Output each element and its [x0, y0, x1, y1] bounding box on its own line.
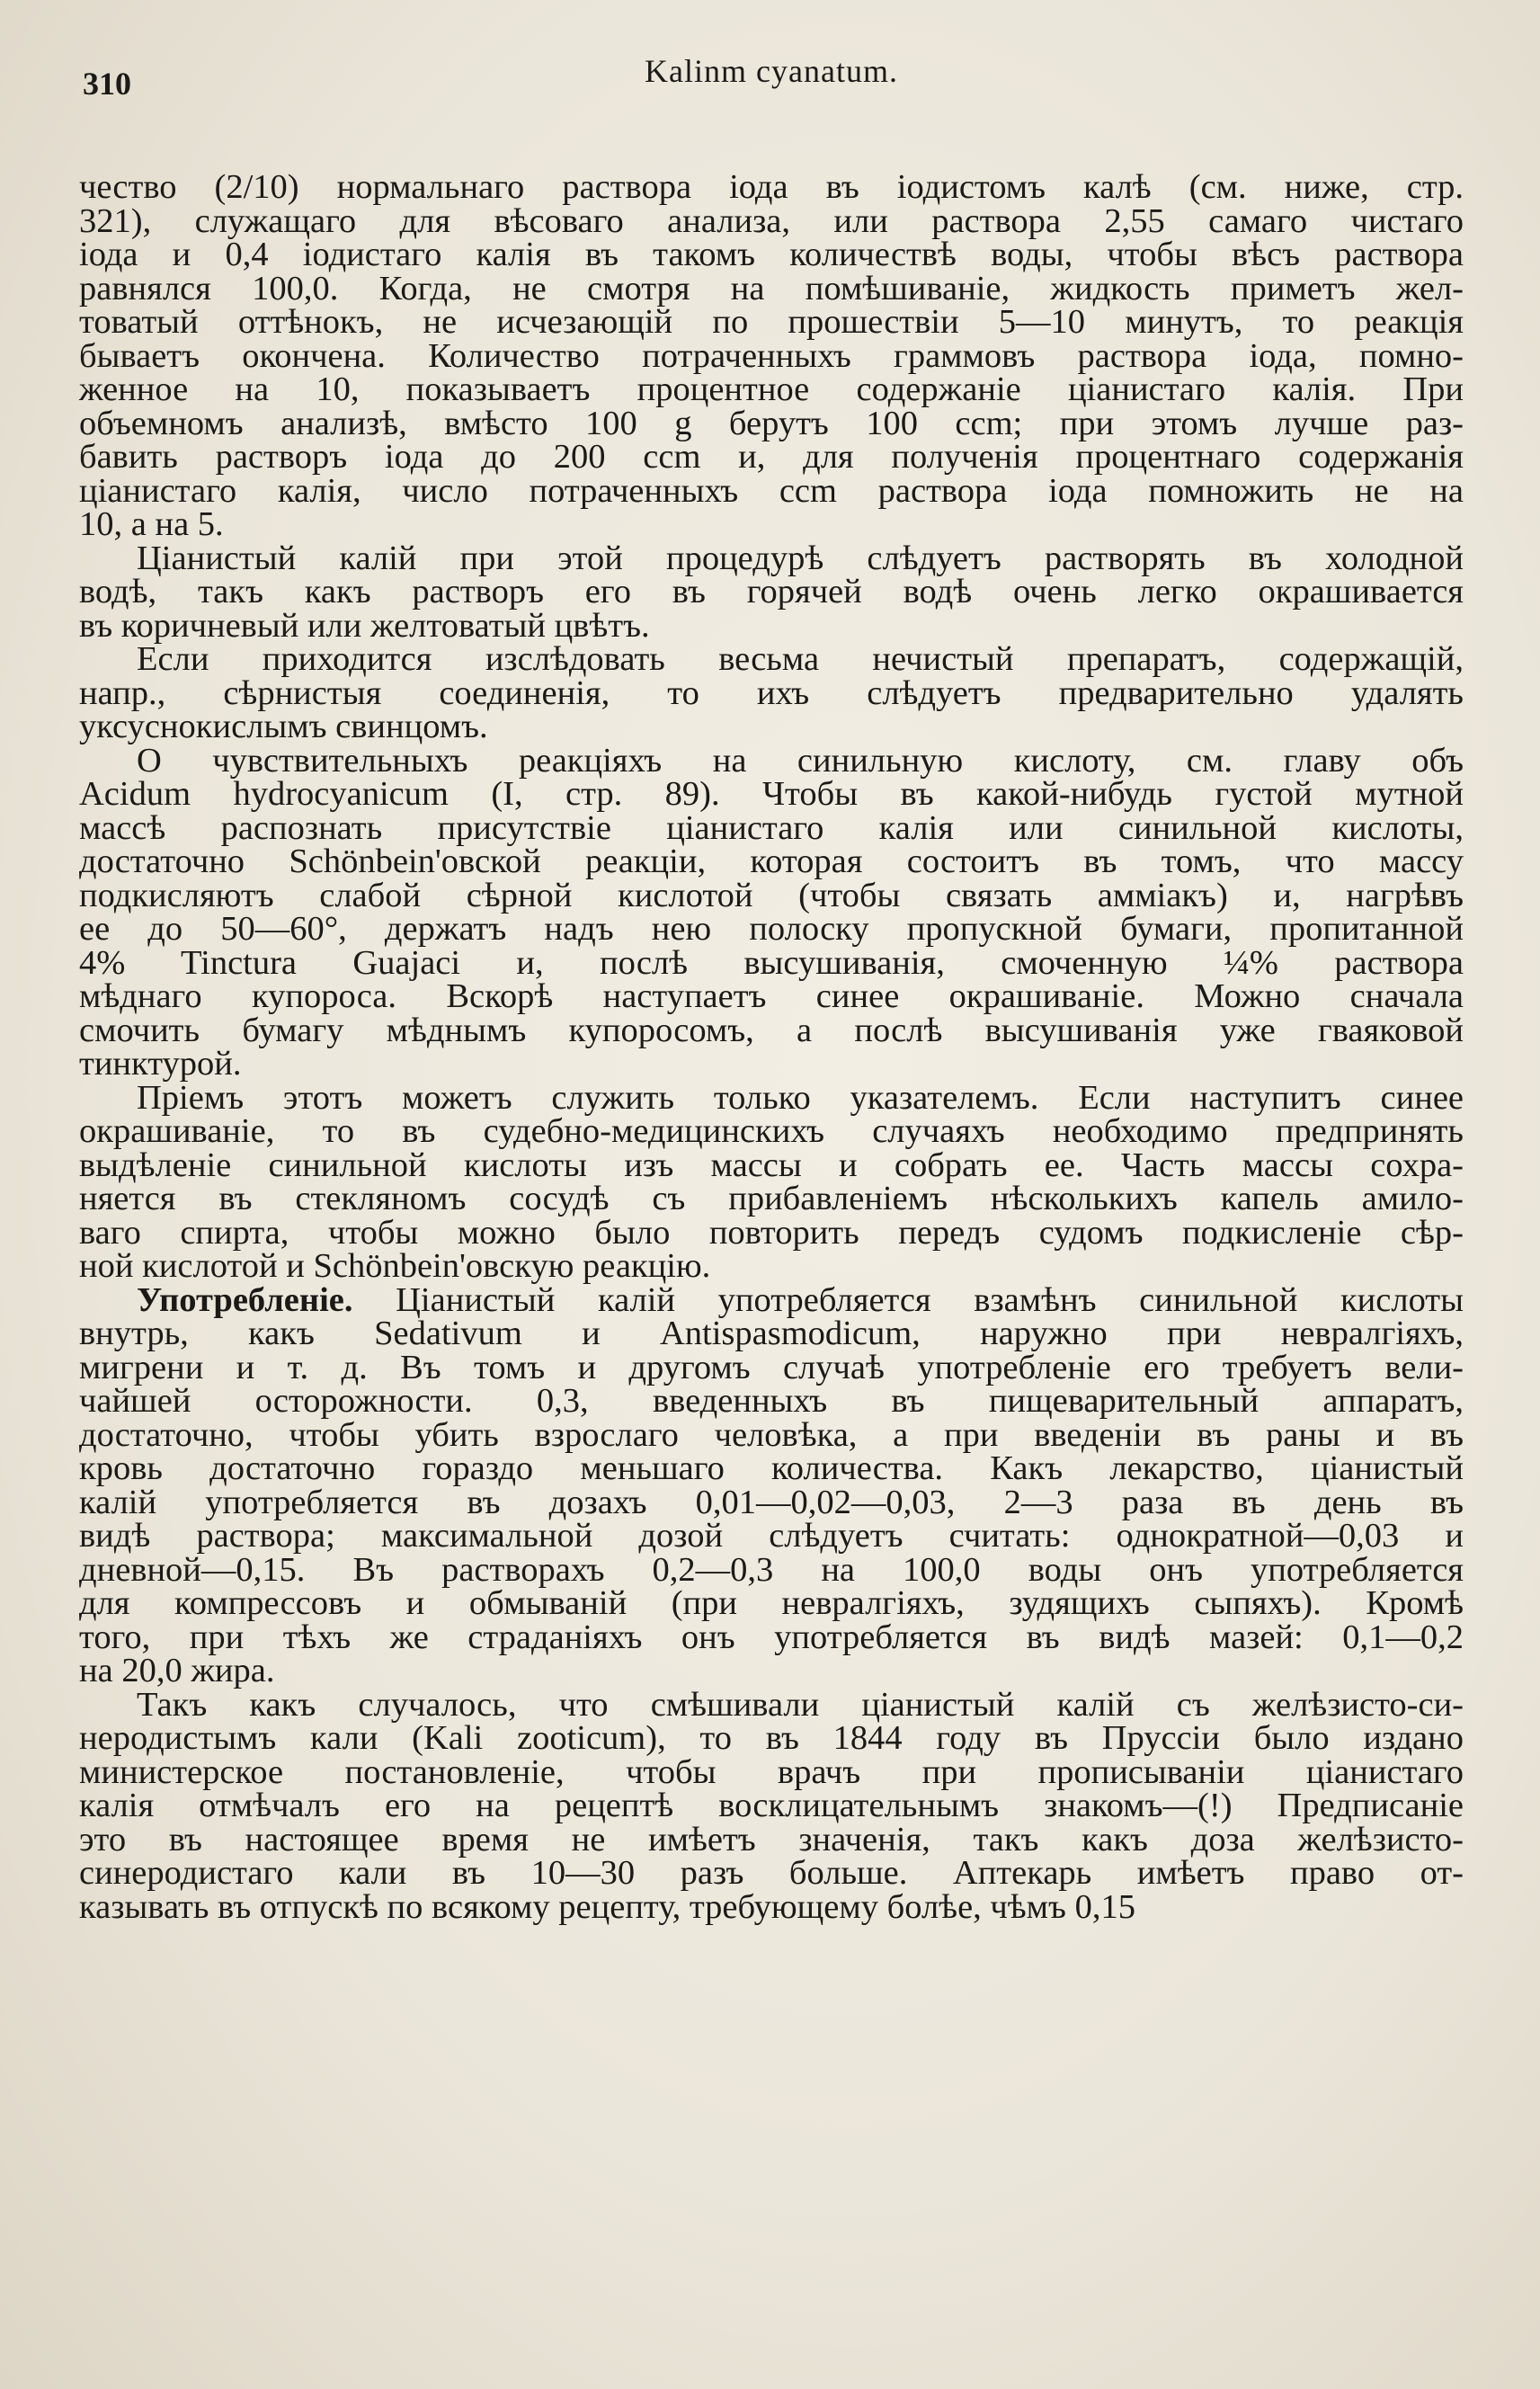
paragraph [79, 1685, 1464, 1926]
text-line: 10, а на 5. [79, 505, 224, 543]
text-line: видѣ раствора; максимальной дозой слѣдуетъ считать: однократной—0,03 и [79, 1517, 1464, 1555]
text-line: напр., сѣрнистыя соединенія, то ихъ слѣдуетъ предварительно удалять [79, 673, 1464, 712]
text-line: массѣ распознать присутствіе ціанистаго калія или синильной кислоты, [79, 808, 1464, 847]
text-line: 4% Tinctura Guajaci и, послѣ высушиванія, смоченную ¼% раствора [79, 943, 1464, 982]
text-line: неродистымъ кали (Kali zooticum), то въ 1844 году въ Пруссіи было издано [79, 1719, 1464, 1757]
text-line: внутрь, какъ Sedativum и Antispasmodicum, наружно при невралгіяхъ, [79, 1315, 1464, 1352]
running-title: Kalinm cyanatum. [645, 53, 898, 89]
text-line: калія отмѣчалъ его на рецептѣ восклицательнымъ знакомъ—(!) Предписаніе [79, 1787, 1464, 1824]
paragraph [79, 1078, 1464, 1285]
text-line: того, при тѣхъ же страданіяхъ онъ употребляется въ видѣ мазей: 0,1—0,2 [79, 1618, 1464, 1656]
text-line: объемномъ анализѣ, вмѣсто 100 g берутъ 100 ccm; при этомъ лучше раз- [79, 404, 1464, 442]
text-line: 321), служащаго для вѣсоваго анализа, или раствора 2,55 самаго чистаго [79, 201, 1464, 240]
page-number: 310 [83, 66, 131, 102]
text-line: синеродистаго кали въ 10—30 разъ больше. Аптекарь имѣетъ право от- [79, 1854, 1464, 1892]
text-line: мѣднаго купороса. Вскорѣ наступаетъ синее окрашиваніе. Можно сначала [79, 977, 1464, 1015]
text-line: выдѣленіе синильной кислоты изъ массы и собрать ее. Часть массы сохра- [79, 1145, 1464, 1184]
document-body [79, 168, 1464, 1926]
text-line: равнялся 100,0. Когда, не смотря на помѣшиваніе, жидкость приметъ жел- [79, 269, 1464, 308]
text-line: калій употребляется въ дозахъ 0,01—0,02—0,03, 2—3 раза въ день въ [79, 1483, 1464, 1521]
text-line: министерское постановленіе, чтобы врачъ при прописываніи ціанистаго [79, 1752, 1464, 1791]
paragraph [79, 741, 1464, 1083]
section-lead: Употребленіе. [137, 1280, 353, 1319]
text-line: ной кислотой и Schönbein'овскую реакцію. [79, 1247, 711, 1285]
text-line: тинктурой. [79, 1045, 242, 1083]
text-line: это въ настоящее время не имѣетъ значенія, такъ какъ доза желѣзисто- [79, 1820, 1464, 1859]
text-line: ціанистаго калія, число потраченныхъ ccm раствора іода помножить не на [79, 471, 1464, 510]
text-line: женное на 10, показываетъ процентное содержаніе ціанистаго калія. При [79, 370, 1464, 408]
text-line: бываетъ окончена. Количество потраченныхъ граммовъ раствора іода, помно- [79, 336, 1464, 375]
text-line: Пріемъ этотъ можетъ служить только указателемъ. Если наступитъ синее [137, 1078, 1464, 1117]
text-line: чество (2/10) нормальнаго раствора іода въ іодистомъ калѣ (см. ниже, стр. [79, 168, 1464, 206]
text-line: достаточно, чтобы убить взрослаго человѣка, а при введеніи въ раны и въ [79, 1415, 1464, 1454]
text-line: уксуснокислымъ свинцомъ. [79, 708, 488, 745]
text-line: О чувствительныхъ реакціяхъ на синильную кислоту, см. главу объ [137, 741, 1464, 780]
text-line: Acidum hydrocyanicum (I, стр. 89). Чтобы въ какой-нибудь густой мутной [79, 775, 1464, 813]
text-line: іода и 0,4 іодистаго калія въ такомъ количествѣ воды, чтобы вѣсъ раствора [79, 236, 1464, 273]
text-line: въ коричневый или желтоватый цвѣтъ. [79, 606, 650, 645]
text-line: на 20,0 жира. [79, 1652, 275, 1689]
text-line [79, 1280, 1464, 1319]
paragraph [79, 1280, 1464, 1689]
text-line: подкисляютъ слабой сѣрной кислотой (чтобы связать амміакъ) и, нагрѣвъ [79, 876, 1464, 914]
paragraph [79, 640, 1464, 745]
text-line: для компрессовъ и обмываній (при невралгіяхъ, зудящихъ сыпяхъ). Кромѣ [79, 1584, 1464, 1622]
text-line: ваго спирта, чтобы можно было повторить передъ судомъ подкисленіе сѣр- [79, 1213, 1464, 1252]
text-line: мигрени и т. д. Въ томъ и другомъ случаѣ употребленіе его требуетъ вели- [79, 1348, 1464, 1386]
page-header [79, 45, 1464, 117]
text-line: кровь достаточно гораздо меньшаго количества. Какъ лекарство, ціанистый [79, 1449, 1464, 1487]
text-line: бавить растворъ іода до 200 ccm и, для полученія процентнаго содержанія [79, 438, 1464, 476]
text-line: дневной—0,15. Въ растворахъ 0,2—0,3 на 100,0 воды онъ употребляется [79, 1550, 1464, 1589]
text-line: Такъ какъ случалось, что смѣшивали ціанистый калій съ желѣзисто-си- [137, 1685, 1464, 1724]
text-run: Ціанистый калій употребляется взамѣнъ синильной кислоты [352, 1280, 1464, 1319]
text-line: Если приходится изслѣдовать весьма нечистый препаратъ, содержащій, [137, 640, 1464, 678]
text-line: ее до 50—60°, держатъ надъ нею полоску пропускной бумаги, пропитанной [79, 910, 1464, 948]
text-line: чайшей осторожности. 0,3, введенныхъ въ пищеварительный аппаратъ, [79, 1382, 1464, 1420]
text-line: Ціанистый калій при этой процедурѣ слѣдуетъ растворять въ холодной [137, 539, 1464, 577]
paragraph [79, 539, 1464, 645]
text-line: смочить бумагу мѣднымъ купоросомъ, а послѣ высушиванія уже гваяковой [79, 1011, 1464, 1049]
text-line: водѣ, такъ какъ растворъ его въ горячей водѣ очень легко окрашивается [79, 573, 1464, 611]
text-line: товатый оттѣнокъ, не исчезающій по прошествіи 5—10 минутъ, то реакція [79, 303, 1464, 341]
text-line: достаточно Schönbein'овской реакціи, которая состоитъ въ томъ, что массу [79, 842, 1464, 880]
text-line: окрашиваніе, то въ судебно-медицинскихъ случаяхъ необходимо предпринять [79, 1112, 1464, 1150]
text-line: казывать въ отпускѣ по всякому рецепту, требующему болѣе, чѣмъ 0,15 [79, 1887, 1135, 1926]
paragraph [79, 168, 1464, 543]
text-line: няется въ стекляномъ сосудѣ съ прибавленіемъ нѣсколькихъ капель амило- [79, 1180, 1464, 1217]
